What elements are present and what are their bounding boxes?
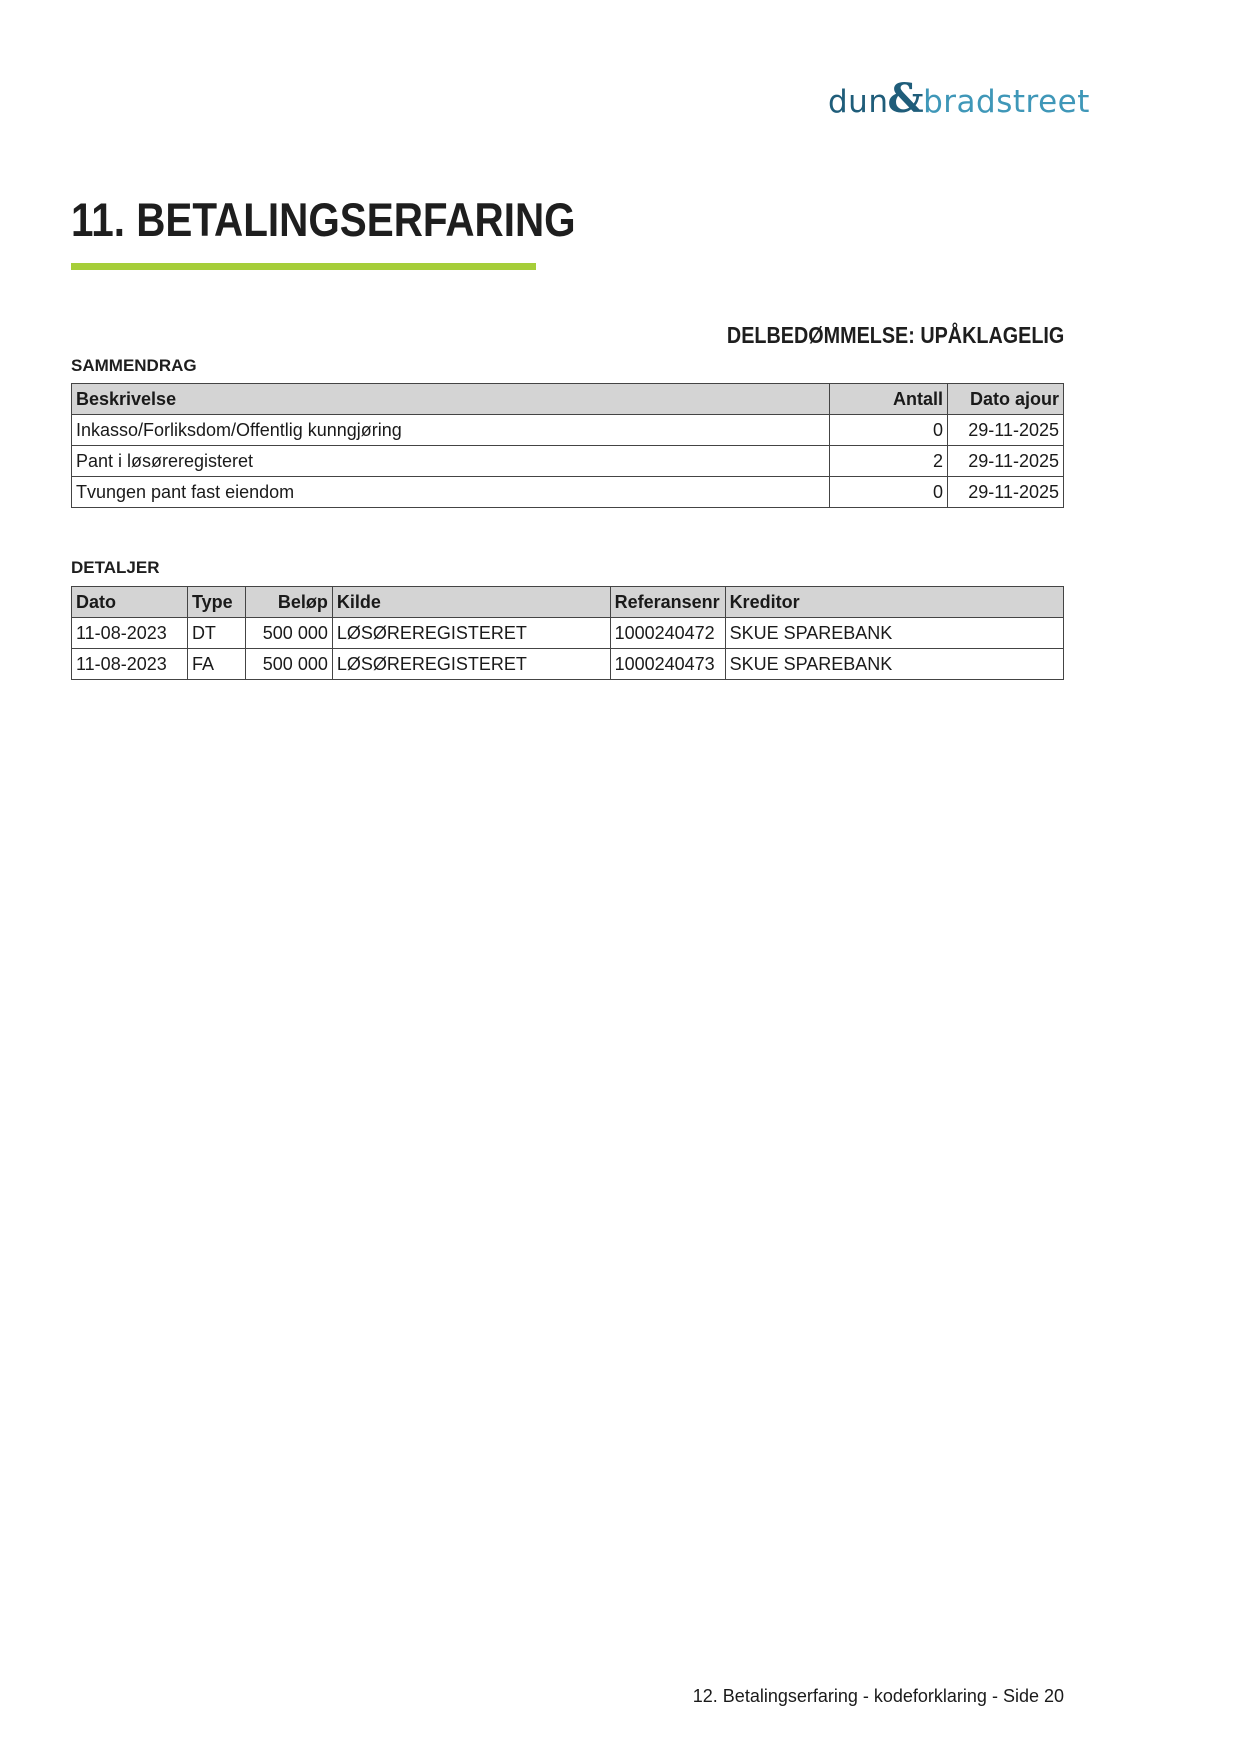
- summary-cell-dato: 29-11-2025: [948, 477, 1064, 508]
- details-cell-referansenr: 1000240472: [610, 618, 725, 649]
- details-col-kreditor: Kreditor: [725, 587, 1063, 618]
- table-row: [72, 618, 1064, 649]
- details-cell-type: DT: [187, 618, 245, 649]
- details-col-dato: Dato: [72, 587, 188, 618]
- summary-cell-dato: 29-11-2025: [948, 415, 1064, 446]
- summary-cell-beskrivelse: Pant i løsøreregisteret: [72, 446, 830, 477]
- logo-text-bradstreet: bradstreet: [923, 84, 1090, 120]
- details-cell-belop: 500 000: [245, 618, 332, 649]
- summary-label: SAMMENDRAG: [71, 356, 197, 375]
- details-cell-dato: 11-08-2023: [72, 618, 188, 649]
- details-cell-kilde: LØSØREREGISTERET: [332, 618, 610, 649]
- details-label: DETALJER: [71, 558, 160, 577]
- page-footer: 12. Betalingserfaring - kodeforklaring - Side 20: [692, 1686, 1064, 1706]
- details-cell-referansenr: 1000240473: [610, 649, 725, 680]
- page-title: 11. BETALINGSERFARING: [71, 193, 576, 246]
- logo-text-dun: dun: [828, 84, 889, 120]
- details-cell-dato: 11-08-2023: [72, 649, 188, 680]
- details-cell-kreditor: SKUE SPAREBANK: [725, 618, 1063, 649]
- summary-cell-dato: 29-11-2025: [948, 446, 1064, 477]
- dun-bradstreet-logo: [828, 75, 1090, 122]
- summary-cell-beskrivelse: Tvungen pant fast eiendom: [72, 477, 830, 508]
- details-cell-kilde: LØSØREREGISTERET: [332, 649, 610, 680]
- details-cell-kreditor: SKUE SPAREBANK: [725, 649, 1063, 680]
- table-row: [72, 415, 1064, 446]
- summary-header-row: [72, 384, 1064, 415]
- details-table: [71, 586, 1064, 680]
- summary-cell-antall: 0: [830, 415, 948, 446]
- details-col-type: Type: [187, 587, 245, 618]
- table-row: [72, 477, 1064, 508]
- summary-table: [71, 383, 1064, 508]
- details-cell-belop: 500 000: [245, 649, 332, 680]
- summary-cell-antall: 0: [830, 477, 948, 508]
- table-row: [72, 446, 1064, 477]
- details-col-kilde: Kilde: [332, 587, 610, 618]
- details-col-referansenr: Referansenr: [610, 587, 725, 618]
- summary-col-beskrivelse: Beskrivelse: [72, 384, 830, 415]
- details-cell-type: FA: [187, 649, 245, 680]
- details-col-belop: Beløp: [245, 587, 332, 618]
- logo-ampersand: &: [887, 75, 925, 122]
- summary-cell-beskrivelse: Inkasso/Forliksdom/Offentlig kunngjøring: [72, 415, 830, 446]
- rating-heading: DELBEDØMMELSE: UPÅKLAGELIG: [726, 322, 1064, 348]
- table-row: [72, 649, 1064, 680]
- summary-col-antall: Antall: [830, 384, 948, 415]
- title-underline: [71, 263, 536, 270]
- summary-cell-antall: 2: [830, 446, 948, 477]
- details-header-row: [72, 587, 1064, 618]
- summary-col-dato-ajour: Dato ajour: [948, 384, 1064, 415]
